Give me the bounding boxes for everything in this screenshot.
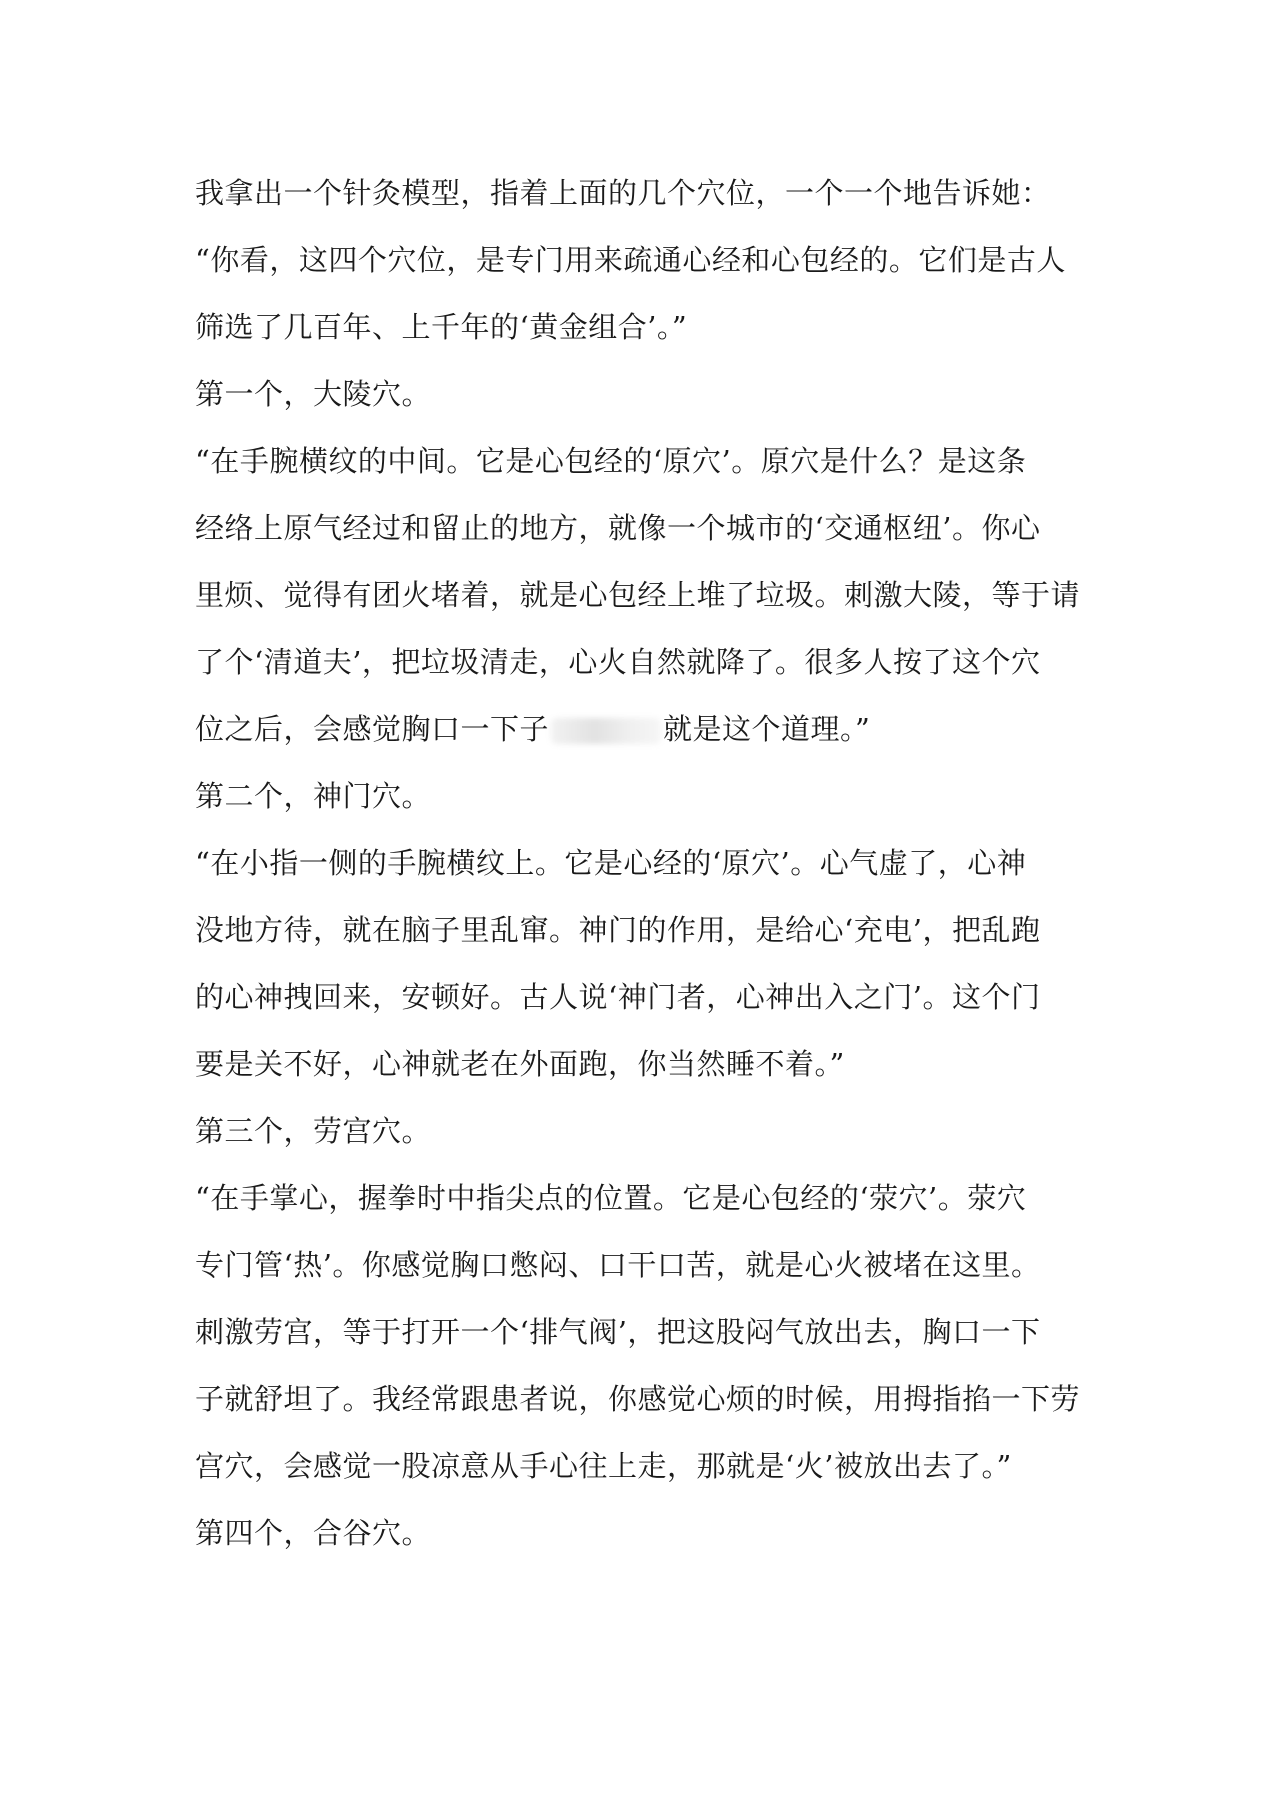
text-line: 经络上原气经过和留止的地方，就像一个城市的‘交通枢纽’。你心 xyxy=(195,511,1041,545)
body-text xyxy=(195,160,1095,1567)
text-line: “在小指一侧的手腕横纹上。它是心经的‘原穴’。心气虚了，心神 xyxy=(195,846,1027,880)
text-line: “你看，这四个穴位，是专门用来疏通心经和心包经的。它们是古人 xyxy=(195,243,1066,277)
text-fragment: 位之后，会感觉胸口一下子 xyxy=(195,712,550,746)
blurred-redaction xyxy=(551,718,661,744)
text-line: “在手腕横纹的中间。它是心包经的‘原穴’。原穴是什么？是这条 xyxy=(195,444,1027,478)
text-line: 我拿出一个针灸模型，指着上面的几个穴位，一个一个地告诉她： xyxy=(195,176,1051,210)
text-line: 第一个，大陵穴。 xyxy=(195,377,432,411)
text-line: 第四个，合谷穴。 xyxy=(195,1516,432,1550)
text-line: 了个‘清道夫’，把垃圾清走，心火自然就降了。很多人按了这个穴 xyxy=(195,645,1041,679)
text-line: 第三个，劳宫穴。 xyxy=(195,1114,432,1148)
text-line: 筛选了几百年、上千年的‘黄金组合’。” xyxy=(195,310,688,344)
text-line-with-redaction xyxy=(195,696,1095,763)
text-line: 第二个，神门穴。 xyxy=(195,779,432,813)
text-line: 的心神拽回来，安顿好。古人说‘神门者，心神出入之门’。这个门 xyxy=(195,980,1041,1014)
text-fragment: 就是这个道理。” xyxy=(663,712,871,746)
text-line: 宫穴，会感觉一股凉意从手心往上走，那就是‘火’被放出去了。” xyxy=(195,1449,1012,1483)
text-line: 里烦、觉得有团火堵着，就是心包经上堆了垃圾。刺激大陵，等于请 xyxy=(195,578,1081,612)
text-line: 子就舒坦了。我经常跟患者说，你感觉心烦的时候，用拇指掐一下劳 xyxy=(195,1382,1081,1416)
text-line: 刺激劳宫，等于打开一个‘排气阀’，把这股闷气放出去，胸口一下 xyxy=(195,1315,1041,1349)
text-line: “在手掌心，握拳时中指尖点的位置。它是心包经的‘荥穴’。荥穴 xyxy=(195,1181,1027,1215)
text-line: 专门管‘热’。你感觉胸口憋闷、口干口苦，就是心火被堵在这里。 xyxy=(195,1248,1041,1282)
text-line: 没地方待，就在脑子里乱窜。神门的作用，是给心‘充电’，把乱跑 xyxy=(195,913,1041,947)
text-line: 要是关不好，心神就老在外面跑，你当然睡不着。” xyxy=(195,1047,845,1081)
